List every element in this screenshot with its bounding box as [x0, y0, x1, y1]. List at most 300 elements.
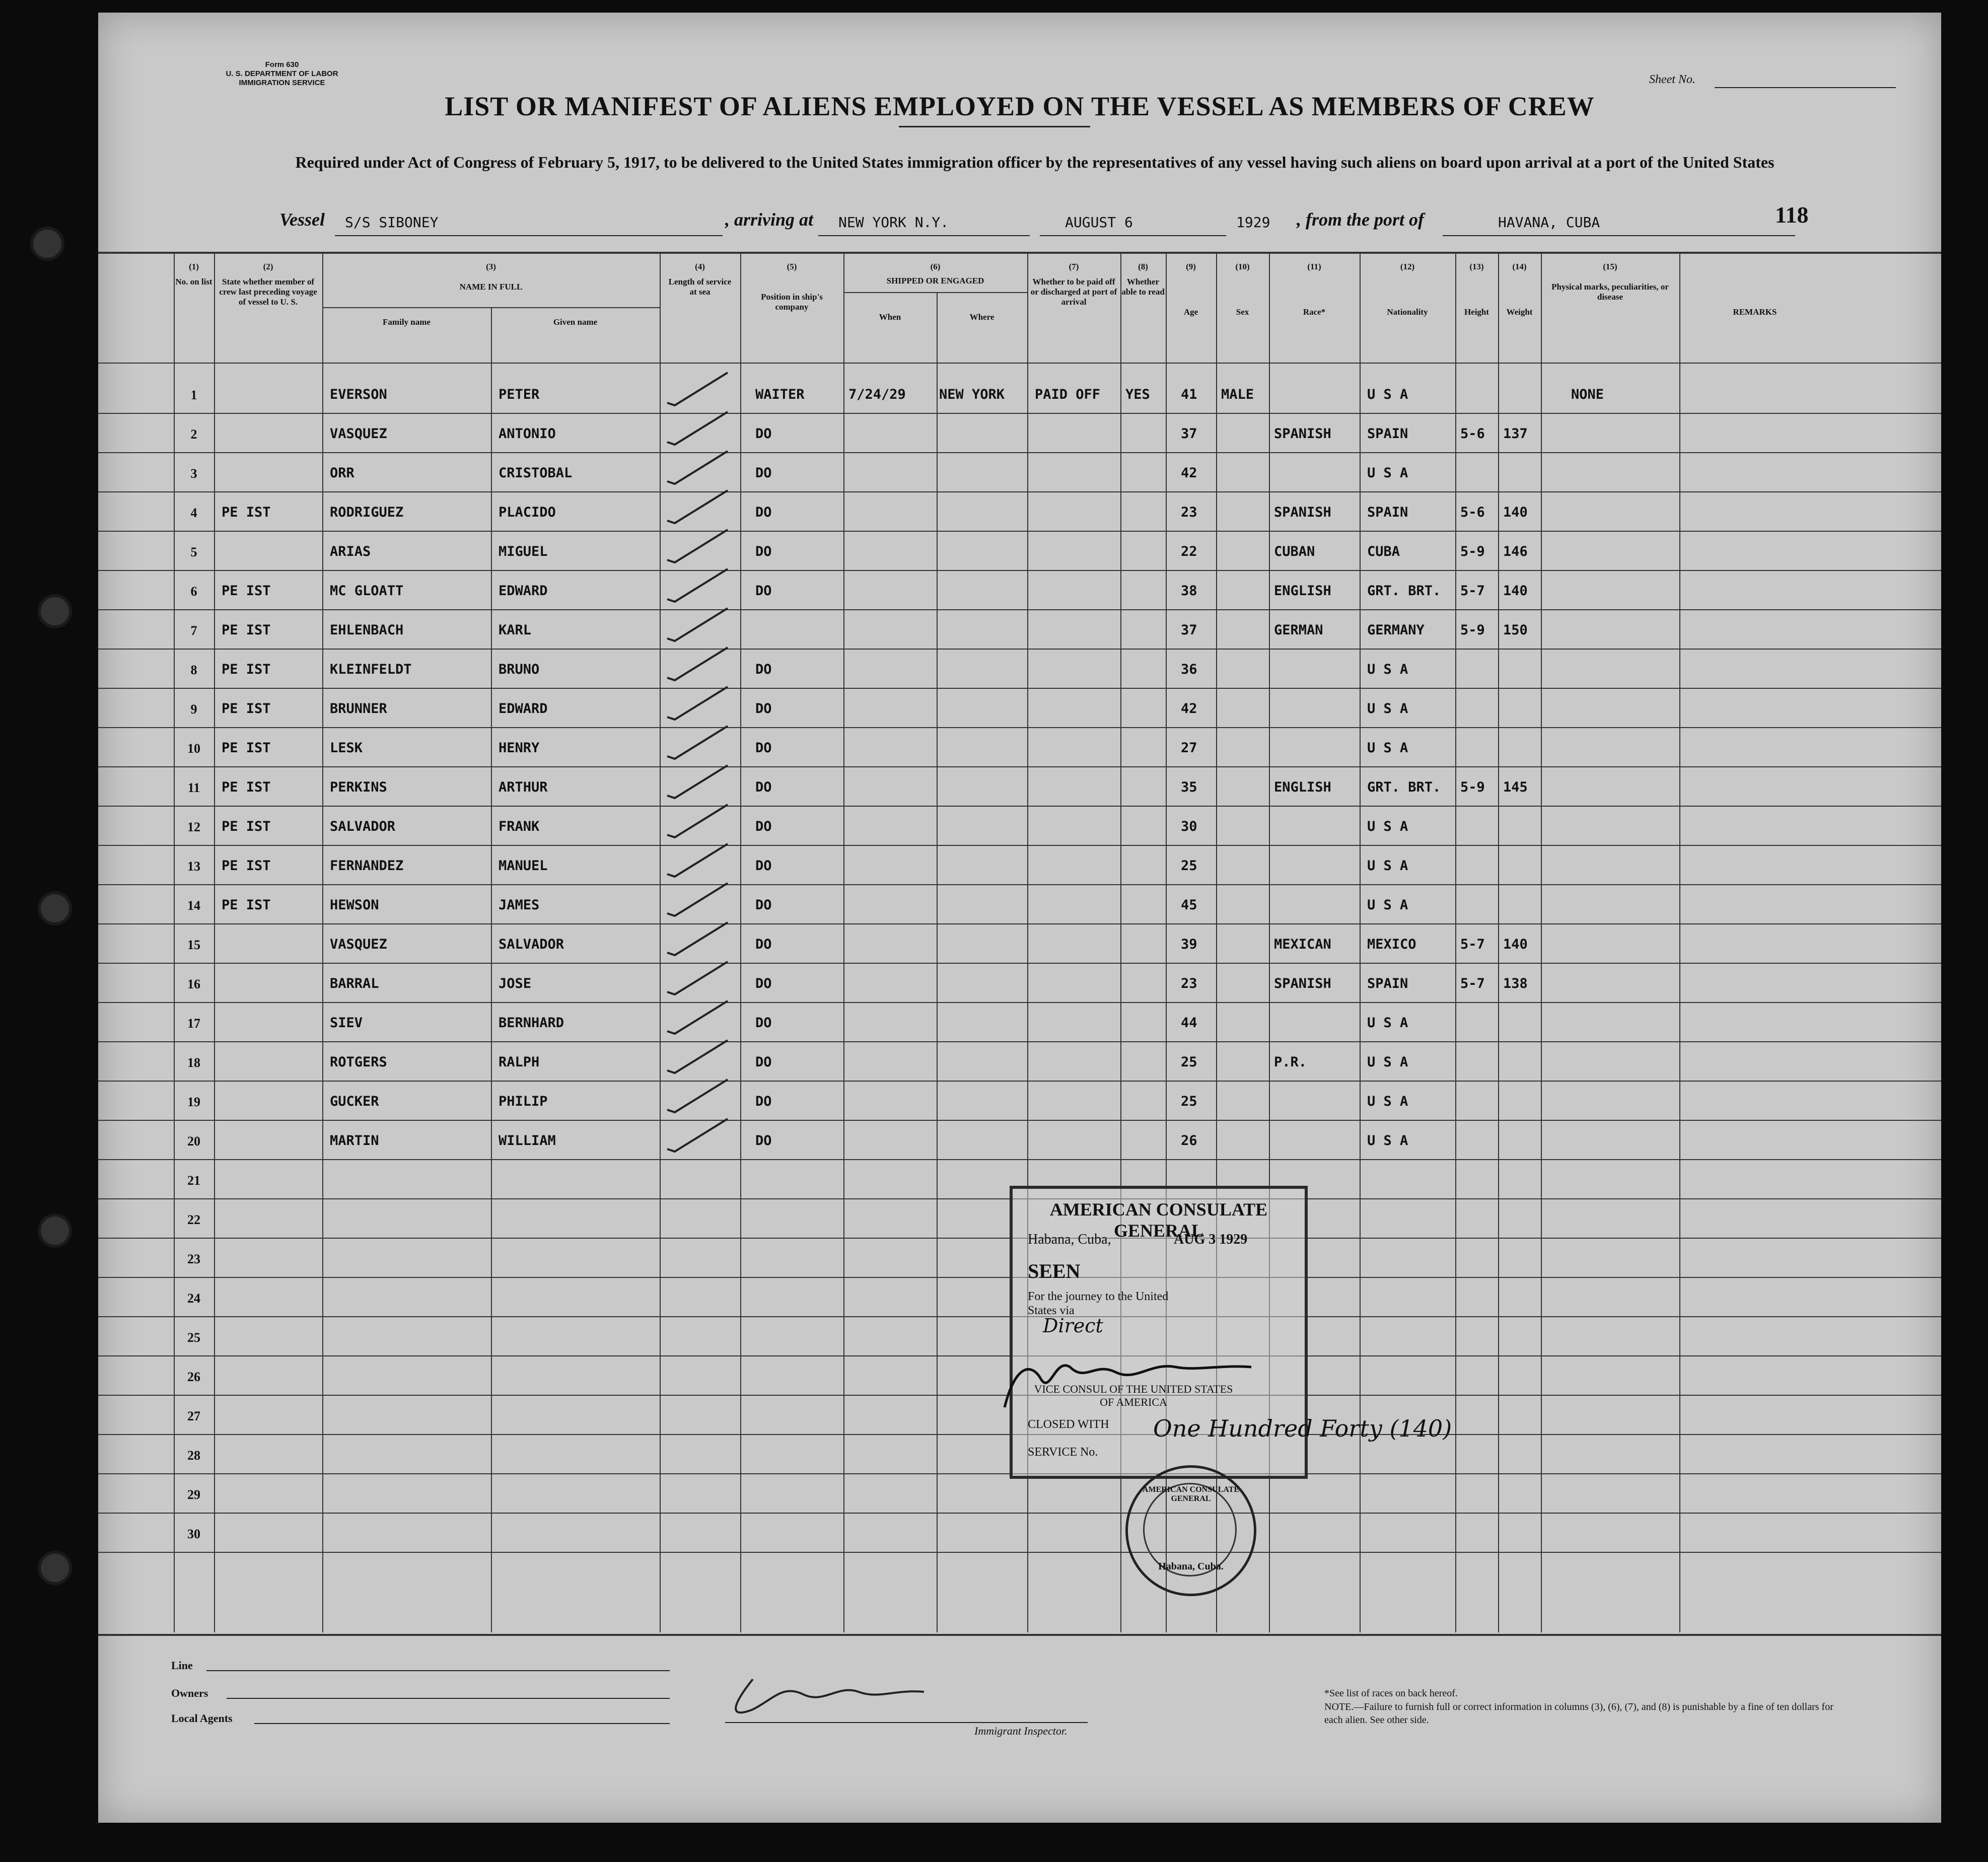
binder-hole [38, 1213, 72, 1248]
table-top-rule [98, 252, 1941, 254]
position-cell: DO [755, 701, 772, 717]
row-rule [98, 845, 1941, 846]
family-name-cell: PERKINS [330, 779, 387, 795]
stamp-vice-consul: VICE CONSUL OF THE UNITED STATES OF AMERICA [1034, 1383, 1233, 1408]
family-name-cell: GUCKER [330, 1094, 379, 1109]
race-cell: GERMAN [1274, 622, 1323, 638]
col-divider [174, 253, 175, 1632]
family-name-cell: ORR [330, 465, 354, 481]
row-rule [98, 766, 1941, 767]
nationality-cell: U S A [1367, 662, 1408, 677]
col-divider [1679, 253, 1680, 1632]
title-rule [899, 126, 1090, 127]
given-name-cell: EDWARD [499, 701, 548, 717]
position-cell: DO [755, 583, 772, 599]
column-number: (2) [263, 262, 273, 271]
binder-hole [38, 891, 72, 925]
age-cell: 26 [1181, 1133, 1197, 1149]
stamp-seen: SEEN [1028, 1260, 1081, 1282]
nationality-cell: U S A [1367, 1133, 1408, 1149]
checkmark-icon [662, 917, 733, 958]
row-number: 16 [187, 977, 200, 991]
position-cell: DO [755, 1015, 772, 1031]
state-cell: PE IST [222, 740, 271, 756]
checkmark-icon [662, 721, 733, 761]
age-cell: 25 [1181, 858, 1197, 874]
row-number: 30 [187, 1527, 200, 1541]
position-cell: DO [755, 1094, 772, 1109]
vessel-rule [335, 235, 723, 236]
arrival-year: 1929 [1236, 214, 1270, 231]
row-rule [98, 1513, 1941, 1514]
checkmark-icon [662, 525, 733, 565]
age-cell: 30 [1181, 819, 1197, 834]
state-cell: PE IST [222, 779, 271, 795]
physical-marks-cell: NONE [1571, 387, 1604, 402]
family-name-cell: LESK [330, 740, 363, 756]
footer-line-rule [206, 1670, 670, 1671]
position-cell: DO [755, 544, 772, 559]
row-rule [98, 806, 1941, 807]
weight-cell: 146 [1503, 544, 1528, 559]
stamp-place: Habana, Cuba, [1028, 1232, 1111, 1247]
nationality-cell: U S A [1367, 897, 1408, 913]
col-divider [843, 253, 844, 1632]
column-number: (3) [486, 262, 496, 271]
race-cell: SPANISH [1274, 426, 1331, 442]
given-name-cell: PLACIDO [499, 505, 556, 520]
header-height: Height [1464, 307, 1489, 317]
row-number: 28 [187, 1448, 200, 1463]
col-divider [1541, 253, 1542, 1632]
nationality-cell: SPAIN [1367, 976, 1408, 991]
column-number: (10) [1235, 262, 1250, 271]
nationality-cell: U S A [1367, 740, 1408, 756]
inspector-signature [723, 1664, 934, 1730]
age-cell: 37 [1181, 426, 1197, 442]
checkmark-icon [662, 368, 733, 408]
position-cell: DO [755, 858, 772, 874]
family-name-cell: ARIAS [330, 544, 371, 559]
header-sex: Sex [1236, 307, 1249, 317]
family-name-cell: EHLENBACH [330, 622, 404, 638]
nationality-cell: SPAIN [1367, 426, 1408, 442]
row-number: 26 [187, 1370, 200, 1384]
age-cell: 36 [1181, 662, 1197, 677]
binder-hole [30, 227, 64, 261]
state-cell: PE IST [222, 662, 271, 677]
col-divider [322, 253, 323, 1632]
form-identifier: Form 630 U. S. DEPARTMENT OF LABOR IMMIGRATION SERVICE [226, 60, 338, 87]
header-paid-off: Whether to be paid off or discharged at port of arrival [1030, 277, 1117, 307]
row-rule [98, 491, 1941, 492]
row-number: 24 [187, 1291, 200, 1306]
footer-agents-rule [254, 1723, 670, 1724]
column-number: (13) [1469, 262, 1484, 271]
family-name-cell: BRUNNER [330, 701, 387, 717]
column-number: (6) [930, 262, 941, 271]
row-rule [98, 963, 1941, 964]
given-name-cell: PETER [499, 387, 540, 402]
given-name-cell: BERNHARD [499, 1015, 564, 1031]
row-rule [98, 923, 1941, 924]
given-name-cell: RALPH [499, 1054, 540, 1070]
sheet-number: 118 [1775, 202, 1809, 228]
header-bottom-rule [98, 363, 1941, 364]
row-number: 25 [187, 1330, 200, 1345]
checkmark-icon [662, 1035, 733, 1076]
date-rule [1040, 235, 1226, 236]
weight-cell: 140 [1503, 937, 1528, 952]
row-number: 20 [187, 1134, 200, 1149]
page-subtitle: Required under Act of Congress of February 5, 1917, to be delivered to the United States immigration officer by the representatives of any vessel having such aliens on board upon arrival at a port of the United States [295, 153, 1774, 171]
col-divider [937, 292, 938, 1632]
consulate-seal [1125, 1465, 1256, 1596]
header-where: Where [969, 312, 995, 322]
position-cell: DO [755, 1054, 772, 1070]
weight-cell: 140 [1503, 583, 1528, 599]
row-number: 29 [187, 1487, 200, 1502]
state-cell: PE IST [222, 819, 271, 834]
row-number: 9 [190, 702, 197, 717]
age-cell: 38 [1181, 583, 1197, 599]
weight-cell: 145 [1503, 779, 1528, 795]
checkmark-icon [662, 1114, 733, 1154]
seal-place: Habana, Cuba. [1158, 1561, 1224, 1572]
row-rule [98, 1041, 1941, 1042]
table-bottom-rule [98, 1634, 1941, 1636]
age-cell: 42 [1181, 465, 1197, 481]
binder-hole [38, 594, 72, 628]
shipped-when-cell: 7/24/29 [848, 387, 906, 402]
height-cell: 5-6 [1460, 505, 1485, 520]
position-cell: DO [755, 779, 772, 795]
weight-cell: 138 [1503, 976, 1528, 991]
sheet-no-label: Sheet No. [1649, 73, 1695, 86]
from-label: , from the port of [1297, 209, 1425, 230]
age-cell: 35 [1181, 779, 1197, 795]
row-rule [98, 413, 1941, 414]
row-rule [98, 452, 1941, 453]
header-age: Age [1183, 307, 1198, 317]
binder-hole [38, 1551, 72, 1585]
given-name-cell: FRANK [499, 819, 540, 834]
column-number: (8) [1138, 262, 1148, 271]
race-cell: ENGLISH [1274, 779, 1331, 795]
row-rule [98, 727, 1941, 728]
header-position: Position in ship's company [761, 292, 823, 312]
family-name-cell: KLEINFELDT [330, 662, 412, 677]
nationality-cell: U S A [1367, 1054, 1408, 1070]
age-cell: 45 [1181, 897, 1197, 913]
stamp-closed-with: CLOSED WITH [1028, 1418, 1109, 1431]
row-number: 8 [190, 663, 197, 677]
weight-cell: 137 [1503, 426, 1528, 442]
checkmark-icon [662, 603, 733, 643]
given-name-cell: JOSE [499, 976, 532, 991]
height-cell: 5-9 [1460, 544, 1485, 559]
header-nationality: Nationality [1387, 307, 1428, 317]
race-cell: MEXICAN [1274, 937, 1331, 952]
state-cell: PE IST [222, 622, 271, 638]
footer-owners-rule [227, 1698, 670, 1699]
given-name-cell: HENRY [499, 740, 540, 756]
position-cell: DO [755, 1133, 772, 1149]
header-given-name: Given name [553, 317, 598, 327]
family-name-cell: VASQUEZ [330, 937, 387, 952]
nationality-cell: U S A [1367, 465, 1408, 481]
given-name-cell: PHILIP [499, 1094, 548, 1109]
row-number: 6 [190, 584, 197, 599]
page-title: LIST OR MANIFEST OF ALIENS EMPLOYED ON THE VESSEL AS MEMBERS OF CREW [445, 91, 1595, 121]
header-family-name: Family name [383, 317, 431, 327]
footer-owners-label: Owners [171, 1687, 208, 1699]
nationality-cell: GERMANY [1367, 622, 1425, 638]
given-name-cell: KARL [499, 622, 532, 638]
position-cell: DO [755, 937, 772, 952]
given-name-cell: EDWARD [499, 583, 548, 599]
header-shipped: SHIPPED OR ENGAGED [886, 276, 984, 285]
family-name-cell: SIEV [330, 1015, 363, 1031]
header-no-on-list: No. on list [175, 277, 212, 287]
row-number: 12 [187, 820, 200, 834]
given-name-cell: JAMES [499, 897, 540, 913]
from-rule [1443, 235, 1795, 236]
row-rule [98, 688, 1941, 689]
row-number: 7 [190, 623, 197, 638]
row-number: 23 [187, 1252, 200, 1266]
family-name-cell: BARRAL [330, 976, 379, 991]
row-number: 10 [187, 741, 200, 756]
sheet-no-line [1715, 87, 1896, 88]
given-name-cell: CRISTOBAL [499, 465, 573, 481]
checkmark-icon [662, 485, 733, 526]
checkmark-icon [662, 1075, 733, 1115]
column-number: (1) [189, 262, 199, 271]
given-name-cell: BRUNO [499, 662, 540, 677]
position-cell: DO [755, 976, 772, 991]
col-divider [660, 253, 661, 1632]
nationality-cell: U S A [1367, 858, 1408, 874]
paid-off-cell: PAID OFF [1035, 387, 1101, 402]
row-number: 15 [187, 938, 200, 952]
row-number: 11 [187, 780, 200, 795]
checkmark-icon [662, 564, 733, 604]
state-cell: PE IST [222, 505, 271, 520]
name-header-rule [322, 307, 660, 308]
checkmark-icon [662, 682, 733, 722]
race-cell: SPANISH [1274, 505, 1331, 520]
age-cell: 25 [1181, 1094, 1197, 1109]
header-weight: Weight [1506, 307, 1533, 317]
checkmark-icon [662, 446, 733, 486]
manifest-sheet [98, 13, 1941, 1823]
age-cell: 41 [1181, 387, 1197, 402]
age-cell: 25 [1181, 1054, 1197, 1070]
shipped-where-cell: NEW YORK [939, 387, 1005, 402]
header-name-in-full: NAME IN FULL [459, 282, 523, 292]
age-cell: 23 [1181, 976, 1197, 991]
nationality-cell: U S A [1367, 819, 1408, 834]
age-cell: 22 [1181, 544, 1197, 559]
col-divider [214, 253, 215, 1632]
family-name-cell: VASQUEZ [330, 426, 387, 442]
header-state-whether: State whether member of crew last preceding voyage of vessel to U. S. [219, 277, 317, 307]
races-note: *See list of races on back hereof. [1324, 1688, 1458, 1699]
penalty-note: NOTE.—Failure to furnish full or correct information in columns (3), (6), (7), and (8) is punishable by a fine of ten dollars for each alien. See other side. [1324, 1701, 1833, 1726]
age-cell: 42 [1181, 701, 1197, 717]
given-name-cell: MIGUEL [499, 544, 548, 559]
position-cell: DO [755, 662, 772, 677]
stamp-service-no: SERVICE No. [1028, 1446, 1098, 1459]
position-cell: WAITER [755, 387, 805, 402]
inspector-label: Immigrant Inspector. [974, 1725, 1068, 1737]
family-name-cell: MC GLOATT [330, 583, 404, 599]
column-number: (7) [1069, 262, 1079, 271]
col-divider [1498, 253, 1499, 1632]
arrival-date: AUGUST 6 [1065, 214, 1133, 231]
header-length-service: Length of service at sea [668, 277, 732, 297]
row-number: 4 [190, 506, 197, 520]
height-cell: 5-7 [1460, 976, 1485, 991]
nationality-cell: U S A [1367, 387, 1408, 402]
nationality-cell: GRT. BRT. [1367, 583, 1441, 599]
height-cell: 5-7 [1460, 937, 1485, 952]
state-cell: PE IST [222, 897, 271, 913]
col-divider [740, 253, 741, 1632]
row-rule [98, 1081, 1941, 1082]
age-cell: 23 [1181, 505, 1197, 520]
checkmark-icon [662, 407, 733, 447]
shipped-header-rule [843, 292, 1027, 293]
checkmark-icon [662, 760, 733, 801]
given-name-cell: WILLIAM [499, 1133, 556, 1149]
family-name-cell: RODRIGUEZ [330, 505, 404, 520]
header-when: When [879, 312, 901, 322]
stamp-journey: For the journey to the United States via [1028, 1290, 1169, 1317]
position-cell: DO [755, 740, 772, 756]
checkmark-icon [662, 996, 733, 1036]
row-number: 13 [187, 859, 200, 874]
vessel-name: S/S SIBONEY [345, 214, 439, 231]
row-rule [98, 609, 1941, 610]
sex-cell: MALE [1221, 387, 1254, 402]
row-rule [98, 1552, 1941, 1553]
header-race: Race* [1303, 307, 1326, 317]
column-number: (12) [1400, 262, 1415, 271]
race-cell: SPANISH [1274, 976, 1331, 991]
stamp-title: AMERICAN CONSULATE GENERAL [1049, 1199, 1268, 1241]
height-cell: 5-7 [1460, 583, 1485, 599]
nationality-cell: U S A [1367, 1094, 1408, 1109]
column-number: (11) [1307, 262, 1321, 271]
row-number: 22 [187, 1212, 200, 1227]
arriving-label: , arriving at [725, 209, 814, 230]
stamp-date: AUG 3 1929 [1174, 1232, 1248, 1247]
given-name-cell: ANTONIO [499, 426, 556, 442]
checkmark-icon [662, 957, 733, 997]
arriving-rule [818, 235, 1030, 236]
family-name-cell: FERNANDEZ [330, 858, 404, 874]
row-number: 17 [187, 1016, 200, 1031]
footer-agents-label: Local Agents [171, 1712, 233, 1725]
from-port: HAVANA, CUBA [1498, 214, 1600, 231]
position-cell: DO [755, 819, 772, 834]
state-cell: PE IST [222, 858, 271, 874]
nationality-cell: SPAIN [1367, 505, 1408, 520]
height-cell: 5-6 [1460, 426, 1485, 442]
closed-with-handwritten: One Hundred Forty (140) [1153, 1415, 1452, 1442]
given-name-cell: ARTHUR [499, 779, 548, 795]
race-cell: ENGLISH [1274, 583, 1331, 599]
row-number: 5 [190, 545, 197, 559]
row-number: 2 [190, 427, 197, 442]
column-number: (9) [1186, 262, 1196, 271]
column-number: (15) [1603, 262, 1617, 271]
age-cell: 44 [1181, 1015, 1197, 1031]
nationality-cell: U S A [1367, 1015, 1408, 1031]
header-able-to-read: Whether able to read [1121, 277, 1165, 297]
row-number: 27 [187, 1409, 200, 1423]
row-number: 18 [187, 1055, 200, 1070]
position-cell: DO [755, 897, 772, 913]
weight-cell: 150 [1503, 622, 1528, 638]
nationality-cell: MEXICO [1367, 937, 1416, 952]
header-remarks: REMARKS [1733, 307, 1777, 317]
family-name-cell: HEWSON [330, 897, 379, 913]
col-divider [1455, 253, 1456, 1632]
weight-cell: 140 [1503, 505, 1528, 520]
row-number: 14 [187, 898, 200, 913]
footer-line-label: Line [171, 1659, 193, 1672]
seal-text: AMERICAN CONSULATE GENERAL [1142, 1485, 1240, 1503]
family-name-cell: ROTGERS [330, 1054, 387, 1070]
given-name-cell: SALVADOR [499, 937, 564, 952]
age-cell: 37 [1181, 622, 1197, 638]
header-physical: Physical marks, peculiarities, or disease [1551, 282, 1669, 302]
position-cell: DO [755, 465, 772, 481]
row-number: 3 [190, 466, 197, 481]
column-number: (4) [695, 262, 705, 271]
family-name-cell: SALVADOR [330, 819, 396, 834]
state-cell: PE IST [222, 701, 271, 717]
able-to-read-cell: YES [1125, 387, 1150, 402]
position-cell: DO [755, 505, 772, 520]
vessel-label: Vessel [279, 209, 325, 230]
nationality-cell: CUBA [1367, 544, 1400, 559]
checkmark-icon [662, 839, 733, 879]
given-name-cell: MANUEL [499, 858, 548, 874]
consul-signature [984, 1347, 1266, 1427]
nationality-cell: U S A [1367, 701, 1408, 717]
row-number: 1 [190, 388, 197, 402]
age-cell: 39 [1181, 937, 1197, 952]
height-cell: 5-9 [1460, 779, 1485, 795]
checkmark-icon [662, 878, 733, 918]
age-cell: 27 [1181, 740, 1197, 756]
race-cell: P.R. [1274, 1054, 1307, 1070]
race-cell: CUBAN [1274, 544, 1315, 559]
state-cell: PE IST [222, 583, 271, 599]
stamp-via-handwritten: Direct [1043, 1315, 1103, 1337]
position-cell: DO [755, 426, 772, 442]
row-rule [98, 1159, 1941, 1160]
row-rule [98, 1002, 1941, 1003]
family-name-cell: MARTIN [330, 1133, 379, 1149]
row-rule [98, 884, 1941, 885]
nationality-cell: GRT. BRT. [1367, 779, 1441, 795]
arriving-port: NEW YORK N.Y. [838, 214, 949, 231]
